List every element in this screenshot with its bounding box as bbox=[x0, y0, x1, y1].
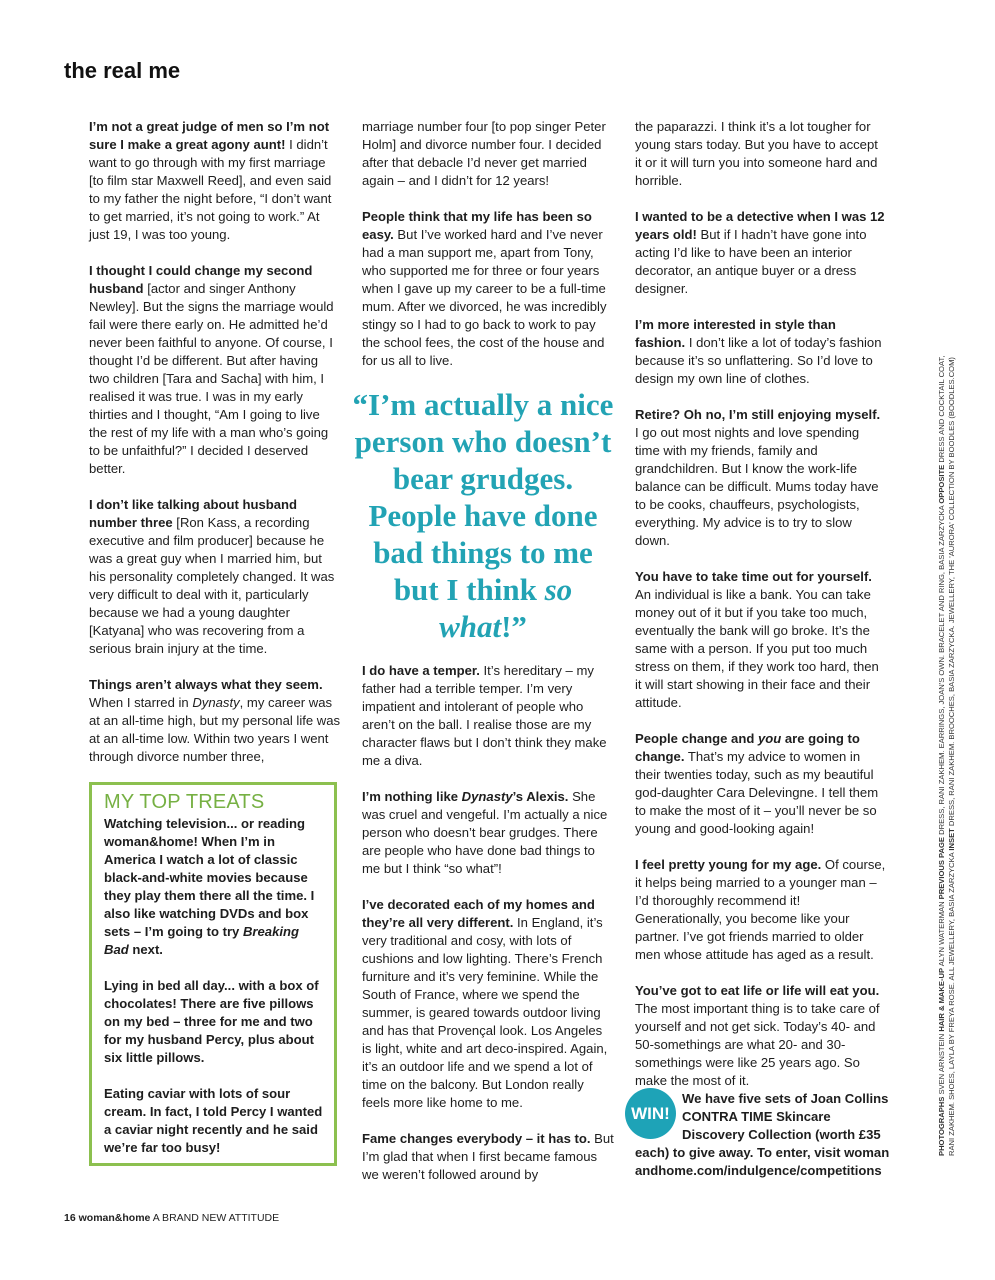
win-promo-text: We have five sets of Joan Collins CONTRA TIME Skincare Discovery Collection (worth £35 bbox=[682, 1091, 889, 1142]
paragraph: I do have a temper. It’s hereditary – my father had a terrible temper. I’m very impatient and intolerant of people who aren’t on the ball. I realise those are my character flaws but I don’t think they make me a diva. bbox=[362, 663, 607, 768]
photo-credits bbox=[937, 306, 957, 1156]
paragraph: Fame changes everybody – it has to. But I’m glad that when I first became famous we weren’t followed around by bbox=[362, 1131, 614, 1182]
win-promo-text-continued[interactable]: each) to give away. To enter, visit woman andhome.com/indulgence/competitions bbox=[635, 1145, 890, 1178]
paragraph: People think that my life has been so easy. But I’ve worked hard and I’ve never had a man support me, apart from Tony, who supported me for three or four years when I gave up my career to be a full-time mum. After we divorced, he was incredibly stingy so I had to go back to work to pay the school fees, the cost of the house and for us all to live. bbox=[362, 209, 607, 368]
paragraph: I thought I could change my second husband [actor and singer Anthony Newley]. But the signs the marriage would fail were there early on. He admitted he’d never been faithful to anyone. Of course, I thought I’d be different. But after having two children [Tara and Sacha] with him, I realised it was true. I was in my early thirties and I thought, “Am I going to live the rest of my life with a man who’s going to be unfaithful?” I decided I deserved better. bbox=[89, 263, 334, 476]
treat-item: Lying in bed all day... with a box of chocolates! There are five pillows on my bed – three for me and two for my husband Percy, plus about six little pillows. bbox=[104, 978, 319, 1065]
article-column-1 bbox=[89, 118, 341, 784]
paragraph: I’m more interested in style than fashion. I don’t like a lot of today’s fashion because it’s so unflattering. So I’d love to design my own line of clothes. bbox=[635, 317, 882, 386]
section-title: the real me bbox=[64, 58, 181, 83]
paragraph: I’m not a great judge of men so I’m not sure I make a great agony aunt! I didn’t want to go through with my first marriage [to film star Maxwell Reed], and even said to my father the night before, “I don’t want to get married, it’s not going to work.” At just 19, I was too young. bbox=[89, 119, 332, 242]
paragraph: Things aren’t always what they seem. When I starred in Dynasty, my career was at an all-time high, but my personal life was at an all-time low. Within two years I went through divorce number three, bbox=[89, 677, 341, 764]
treat-item: Eating caviar with lots of sour cream. In fact, I told Percy I wanted a caviar night recently and he said we’re far too busy! bbox=[104, 1086, 323, 1155]
page-footer bbox=[64, 1212, 279, 1224]
paragraph: marriage number four [to pop singer Peter Holm] and divorce number four. I decided after that debacle I’d never get married again – and I didn’t for 12 years! bbox=[362, 119, 606, 188]
treat-item: Watching television... or reading woman&home! When I’m in America I watch a lot of classic black-and-white movies because they play them there all the time. I also like watching DVDs and box sets – I’m going to try Breaking Bad next. bbox=[104, 816, 315, 957]
article-column-3 bbox=[635, 118, 887, 1108]
article-column-2 bbox=[362, 118, 614, 1202]
paragraph: I feel pretty young for my age. Of course, it helps being married to a younger man – I’d thoroughly recommend it! Generationally, you become like your partner. I’ve got friends married to older men whose attitude has aged as a result. bbox=[635, 857, 886, 962]
paragraph: You have to take time out for yourself. An individual is like a bank. You can take money out of it but if you take too much, eventually the bank will go broke. It’s the same with a person. If you put too much stress on them, if they work too hard, then it will start showing in their face and their attitude. bbox=[635, 569, 879, 710]
credits-line-1: PHOTOGRAPHS SVEN ARNSTEIN HAIR & MAKE-UP ALYN WATERMAN PREVIOUS PAGE DRESS, RANI ZAKHEM. EARRINGS, JOAN'S OWN. BRACELET AND RING, BASIA ZARZYCKA OPPOSITE DRESS AND COCKTAIL COAT, bbox=[937, 355, 946, 1156]
paragraph: Retire? Oh no, I’m still enjoying myself. I go out most nights and love spending time with my friends, family and grandchildren. But I know the work-life balance can be difficult. Mums today have to be cooks, chauffeurs, psychologists, everything. My advice is to try to slow down. bbox=[635, 407, 881, 548]
paragraph: I’m nothing like Dynasty’s Alexis. She was cruel and vengeful. I’m actually a nice person who doesn’t bear grudges. There are people who have done bad things to me but I think “so what”! bbox=[362, 789, 608, 876]
paragraph: I wanted to be a detective when I was 12 years old! But if I hadn’t have gone into acting I’d like to have been an interior decorator, an antique buyer or a dress designer. bbox=[635, 209, 885, 296]
pull-quote: “I’m actually a nice person who doesn’t bear grudges. People have done bad things to me but I think so what!” bbox=[352, 387, 614, 644]
credits-line-2: RANI ZAKHEM. SHOES, LAYLA BY FREYA ROSE. ALL JEWELLERY, BASIA ZARZYCKA INSET DRESS, RANI ZAKHEM. BROOCHES, BASIA ZARZYCKA. JEWELLERY, THE 'AURORA' COLLECTION BY BOODLES (BOODLES.COM) bbox=[947, 357, 956, 1156]
top-treats-heading: MY TOP TREATS bbox=[104, 791, 265, 813]
paragraph: I don’t like talking about husband number three [Ron Kass, a recording executive and film producer] because he was a great guy when I married him, but his personality completely changed. It was very difficult to deal with it, particularly because we had a young daughter [Katyana] who was recovering from a serious brain injury at the time. bbox=[89, 497, 335, 656]
paragraph: I’ve decorated each of my homes and they’re all very different. In England, it’s very traditional and cosy, with lots of cushions and low lighting. There’s French furniture and it’s very feminine. While the South of France, where we spend the summer, is geared towards outdoor living and has that Provençal look. Los Angeles is light, white and art deco-inspired. Again, it’s an outdoor life and we spend a lot of time on the balcony. But London really feels more like home to me. bbox=[362, 897, 608, 1110]
page-number: 16 bbox=[64, 1212, 76, 1224]
magazine-tagline: A BRAND NEW ATTITUDE bbox=[152, 1212, 280, 1224]
top-treats-box bbox=[89, 782, 337, 1166]
win-badge: WIN! bbox=[625, 1088, 676, 1139]
paragraph: the paparazzi. I think it’s a lot tougher for young stars today. But you have to accept it or it will turn you into someone hard and horrible. bbox=[635, 119, 878, 188]
magazine-name: woman&home bbox=[78, 1212, 151, 1224]
paragraph: People change and you are going to change. That’s my advice to women in their twenties today, such as my beautiful god-daughter Cara Delevingne. I tell them to make the most of it – you’ll never be so young and good-looking again! bbox=[635, 731, 879, 836]
paragraph: You’ve got to eat life or life will eat you. The most important thing is to take care of yourself and not get sick. Today’s 40- and 50-somethings are what 20- and 30-somethings were like 25 years ago. So make the most of it. bbox=[635, 983, 880, 1088]
